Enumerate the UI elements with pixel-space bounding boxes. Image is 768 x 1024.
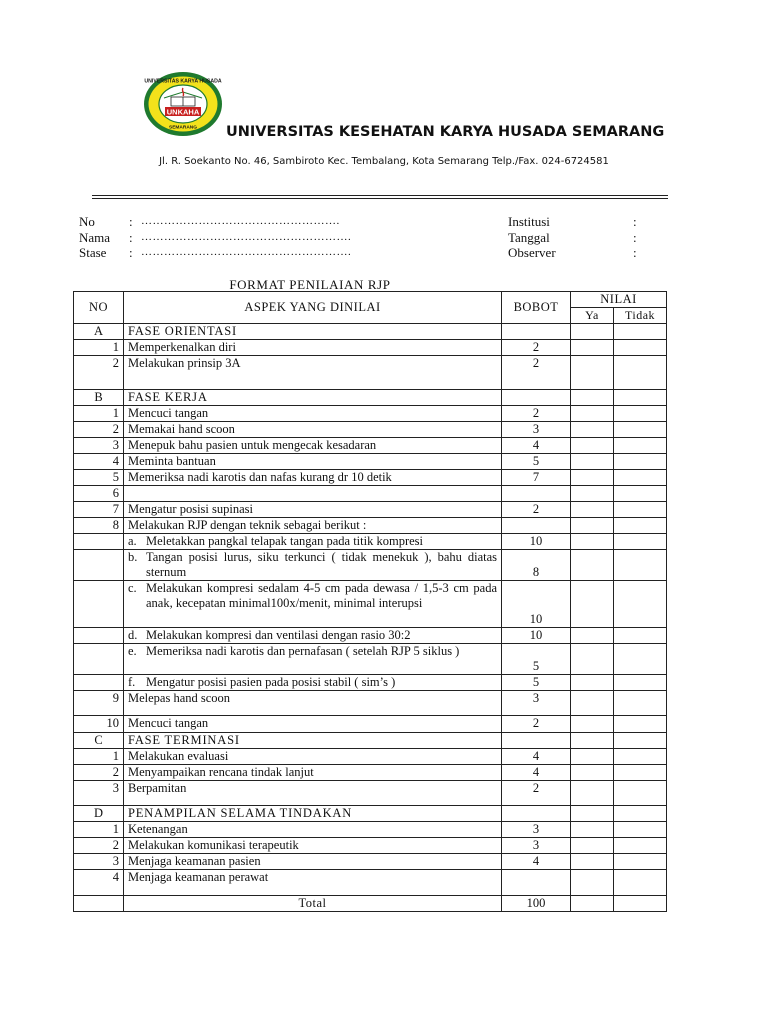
university-logo — [142, 70, 224, 138]
ya-cell[interactable] — [571, 781, 614, 806]
sub-text: Melakukan kompresi sedalam 4-5 cm pada dewasa / 1,5-3 cm pada anak, kecepatan minimal100x/menit, minimal interupsi — [146, 581, 497, 610]
row-bobot: 5 — [502, 644, 571, 675]
section-title: FASE KERJA — [124, 390, 502, 406]
info-institusi-colon[interactable]: : — [633, 214, 637, 229]
tidak-cell[interactable] — [614, 422, 667, 438]
total-row — [74, 896, 667, 912]
info-stase-dots[interactable]: ………………………………………………. — [141, 246, 352, 258]
sub-item — [124, 581, 502, 628]
ya-cell[interactable] — [571, 628, 614, 644]
ya-cell[interactable] — [571, 581, 614, 628]
header-aspek: ASPEK YANG DINILAI — [124, 292, 502, 324]
row-aspek: Melakukan RJP dengan teknik sebagai berikut : — [124, 518, 502, 534]
row-no: 2 — [74, 765, 124, 781]
tidak-cell[interactable] — [614, 854, 667, 870]
sub-text: Melakukan kompresi dan ventilasi dengan rasio 30:2 — [146, 628, 411, 642]
tidak-cell[interactable] — [614, 733, 667, 749]
tidak-cell[interactable] — [614, 340, 667, 356]
table-row — [74, 781, 667, 806]
row-bobot: 8 — [502, 550, 571, 581]
row-aspek: Ketenangan — [124, 822, 502, 838]
section-code: C — [74, 733, 124, 749]
ya-cell[interactable] — [571, 854, 614, 870]
row-bobot: 2 — [502, 502, 571, 518]
row-aspek — [124, 486, 502, 502]
info-stase-colon: : — [129, 245, 133, 260]
header-nilai: NILAI — [571, 292, 667, 308]
row-bobot: 4 — [502, 765, 571, 781]
sub-item — [124, 534, 502, 550]
row-aspek: Mencuci tangan — [124, 716, 502, 733]
header-no: NO — [74, 292, 124, 324]
row-bobot: 7 — [502, 470, 571, 486]
row-aspek: Melakukan prinsip 3A — [124, 356, 502, 390]
table-row — [74, 518, 667, 534]
row-aspek: Menjaga keamanan pasien — [124, 854, 502, 870]
info-institusi-label: Institusi — [508, 214, 550, 229]
section-d-row — [74, 806, 667, 822]
sub-letter: e. — [128, 644, 137, 658]
row-no: 9 — [74, 691, 124, 716]
ya-cell[interactable] — [571, 534, 614, 550]
row-bobot: 2 — [502, 781, 571, 806]
row-no: 3 — [74, 438, 124, 454]
logo-bottom-text: SEMARANG — [169, 125, 197, 131]
tidak-cell[interactable] — [614, 628, 667, 644]
tidak-cell[interactable] — [614, 781, 667, 806]
info-observer-colon[interactable]: : — [633, 245, 637, 260]
tidak-cell[interactable] — [614, 518, 667, 534]
info-nama-label: Nama — [79, 230, 111, 245]
ya-cell[interactable] — [571, 406, 614, 422]
tidak-cell[interactable] — [614, 454, 667, 470]
row-aspek: Melakukan komunikasi terapeutik — [124, 838, 502, 854]
section-code: B — [74, 390, 124, 406]
info-tanggal-label: Tanggal — [508, 230, 550, 245]
ya-cell[interactable] — [571, 550, 614, 581]
info-no-label: No — [79, 214, 95, 229]
section-code: D — [74, 806, 124, 822]
tidak-cell[interactable] — [614, 486, 667, 502]
tidak-cell[interactable] — [614, 502, 667, 518]
table-row — [74, 486, 667, 502]
info-observer-label: Observer — [508, 245, 556, 260]
table-row — [74, 870, 667, 896]
form-title: FORMAT PENILAIAN RJP — [229, 277, 391, 292]
header-rule — [92, 195, 668, 196]
tidak-cell[interactable] — [614, 838, 667, 854]
sub-item-row — [74, 550, 667, 581]
row-aspek: Meminta bantuan — [124, 454, 502, 470]
tidak-cell[interactable] — [614, 534, 667, 550]
assessment-table — [73, 291, 667, 912]
total-value: 100 — [502, 896, 571, 912]
tidak-cell[interactable] — [614, 765, 667, 781]
sub-item — [124, 644, 502, 675]
tidak-cell[interactable] — [614, 749, 667, 765]
sub-letter: a. — [128, 534, 137, 548]
tidak-cell[interactable] — [614, 644, 667, 675]
row-no: 2 — [74, 838, 124, 854]
tidak-cell[interactable] — [614, 356, 667, 390]
section-title: PENAMPILAN SELAMA TINDAKAN — [124, 806, 502, 822]
row-no: 3 — [74, 854, 124, 870]
sub-item — [124, 675, 502, 691]
sub-letter: b. — [128, 550, 138, 564]
tidak-cell[interactable] — [614, 716, 667, 733]
header-ya: Ya — [571, 308, 614, 324]
table-row — [74, 502, 667, 518]
row-no: 1 — [74, 340, 124, 356]
sub-text: Meletakkan pangkal telapak tangan pada titik kompresi — [146, 534, 423, 548]
row-aspek: Memeriksa nadi karotis dan nafas kurang dr 10 detik — [124, 470, 502, 486]
row-bobot: 3 — [502, 822, 571, 838]
table-row — [74, 454, 667, 470]
row-aspek: Memakai hand scoon — [124, 422, 502, 438]
info-stase-label: Stase — [79, 245, 107, 260]
section-b-row — [74, 390, 667, 406]
section-title: FASE TERMINASI — [124, 733, 502, 749]
row-aspek: Menepuk bahu pasien untuk mengecak kesadaran — [124, 438, 502, 454]
row-aspek: Menjaga keamanan perawat — [124, 870, 502, 896]
row-bobot: 2 — [502, 406, 571, 422]
tidak-cell[interactable] — [614, 550, 667, 581]
ya-cell[interactable] — [571, 691, 614, 716]
university-address: Jl. R. Soekanto No. 46, Sambiroto Kec. Tembalang, Kota Semarang Telp./Fax. 024-6724581 — [159, 156, 609, 167]
row-bobot — [502, 486, 571, 502]
tidak-cell[interactable] — [614, 675, 667, 691]
sub-item-row — [74, 581, 667, 628]
header-rule-double — [92, 198, 668, 199]
ya-cell[interactable] — [571, 675, 614, 691]
ya-cell[interactable] — [571, 716, 614, 733]
sub-item — [124, 628, 502, 644]
tidak-cell[interactable] — [614, 470, 667, 486]
row-bobot: 3 — [502, 838, 571, 854]
ya-cell[interactable] — [571, 518, 614, 534]
sub-item-row — [74, 644, 667, 675]
sub-letter: f. — [128, 675, 136, 689]
row-no: 1 — [74, 749, 124, 765]
ya-cell[interactable] — [571, 644, 614, 675]
table-row — [74, 356, 667, 390]
logo-ring-text: UNIVERSITAS KARYA HUSADA — [144, 78, 222, 85]
tidak-cell[interactable] — [614, 406, 667, 422]
info-no-dots[interactable]: ……………………………………………. — [141, 215, 340, 227]
ya-cell[interactable] — [571, 454, 614, 470]
row-no: 3 — [74, 781, 124, 806]
tidak-cell[interactable] — [614, 324, 667, 340]
info-nama-colon: : — [129, 230, 133, 245]
row-no: 1 — [74, 822, 124, 838]
row-aspek: Menyampaikan rencana tindak lanjut — [124, 765, 502, 781]
row-bobot: 10 — [502, 581, 571, 628]
row-bobot: 2 — [502, 716, 571, 733]
tidak-cell[interactable] — [614, 390, 667, 406]
row-aspek: Melakukan evaluasi — [124, 749, 502, 765]
info-tanggal-colon[interactable]: : — [633, 230, 637, 245]
info-no-colon: : — [129, 214, 133, 229]
ya-cell[interactable] — [571, 356, 614, 390]
sub-item-row — [74, 628, 667, 644]
header-tidak: Tidak — [614, 308, 667, 324]
row-bobot: 4 — [502, 854, 571, 870]
row-no: 2 — [74, 356, 124, 390]
sub-item-row — [74, 675, 667, 691]
tidak-cell[interactable] — [614, 438, 667, 454]
row-bobot: 5 — [502, 675, 571, 691]
row-bobot: 4 — [502, 749, 571, 765]
ya-cell[interactable] — [571, 438, 614, 454]
row-bobot — [502, 870, 571, 896]
ya-cell[interactable] — [571, 390, 614, 406]
tidak-cell[interactable] — [614, 806, 667, 822]
ya-cell[interactable] — [571, 422, 614, 438]
table-row — [74, 822, 667, 838]
ya-cell[interactable] — [571, 470, 614, 486]
info-nama-dots[interactable]: ………………………………………………. — [141, 231, 352, 243]
logo-band-text: UNKAHA — [166, 107, 200, 117]
row-no: 7 — [74, 502, 124, 518]
university-name: UNIVERSITAS KESEHATAN KARYA HUSADA SEMARANG — [226, 124, 665, 140]
ya-cell[interactable] — [571, 870, 614, 896]
table-row — [74, 749, 667, 765]
table-row — [74, 470, 667, 486]
row-bobot: 3 — [502, 691, 571, 716]
tidak-cell[interactable] — [614, 822, 667, 838]
table-row — [74, 438, 667, 454]
table-row — [74, 716, 667, 733]
total-label: Total — [124, 896, 502, 912]
ya-cell[interactable] — [571, 765, 614, 781]
section-a-row — [74, 324, 667, 340]
row-aspek: Melepas hand scoon — [124, 691, 502, 716]
sub-letter: c. — [128, 581, 137, 595]
table-row — [74, 691, 667, 716]
table-row — [74, 765, 667, 781]
ya-cell[interactable] — [571, 340, 614, 356]
row-aspek: Mencuci tangan — [124, 406, 502, 422]
row-bobot: 3 — [502, 422, 571, 438]
row-bobot: 5 — [502, 454, 571, 470]
row-no: 8 — [74, 518, 124, 534]
ya-cell[interactable] — [571, 896, 614, 912]
row-no: 10 — [74, 716, 124, 733]
row-bobot: 4 — [502, 438, 571, 454]
row-no: 6 — [74, 486, 124, 502]
row-bobot: 2 — [502, 356, 571, 390]
table-row — [74, 422, 667, 438]
row-bobot — [502, 518, 571, 534]
row-no: 1 — [74, 406, 124, 422]
table-row — [74, 854, 667, 870]
tidak-cell[interactable] — [614, 691, 667, 716]
ya-cell[interactable] — [571, 486, 614, 502]
section-c-row — [74, 733, 667, 749]
sub-text: Mengatur posisi pasien pada posisi stabil ( sim’s ) — [146, 675, 396, 689]
sub-item — [124, 550, 502, 581]
ya-cell[interactable] — [571, 749, 614, 765]
row-no: 5 — [74, 470, 124, 486]
row-no: 4 — [74, 870, 124, 896]
row-aspek: Memperkenalkan diri — [124, 340, 502, 356]
ya-cell[interactable] — [571, 324, 614, 340]
row-bobot: 10 — [502, 628, 571, 644]
ya-cell[interactable] — [571, 822, 614, 838]
table-row — [74, 838, 667, 854]
ya-cell[interactable] — [571, 502, 614, 518]
sub-text: Tangan posisi lurus, siku terkunci ( tidak menekuk ), bahu diatas sternum — [146, 550, 497, 579]
row-no: 2 — [74, 422, 124, 438]
row-bobot: 10 — [502, 534, 571, 550]
row-aspek: Berpamitan — [124, 781, 502, 806]
ya-cell[interactable] — [571, 733, 614, 749]
ya-cell[interactable] — [571, 838, 614, 854]
row-aspek: Mengatur posisi supinasi — [124, 502, 502, 518]
header-bobot: BOBOT — [502, 292, 571, 324]
tidak-cell[interactable] — [614, 896, 667, 912]
row-no: 4 — [74, 454, 124, 470]
row-bobot: 2 — [502, 340, 571, 356]
sub-letter: d. — [128, 628, 138, 642]
sub-text: Memeriksa nadi karotis dan pernafasan ( setelah RJP 5 siklus ) — [146, 644, 460, 658]
table-row — [74, 406, 667, 422]
tidak-cell[interactable] — [614, 581, 667, 628]
section-title: FASE ORIENTASI — [124, 324, 502, 340]
sub-item-row — [74, 534, 667, 550]
table-row — [74, 340, 667, 356]
ya-cell[interactable] — [571, 806, 614, 822]
section-code: A — [74, 324, 124, 340]
tidak-cell[interactable] — [614, 870, 667, 896]
